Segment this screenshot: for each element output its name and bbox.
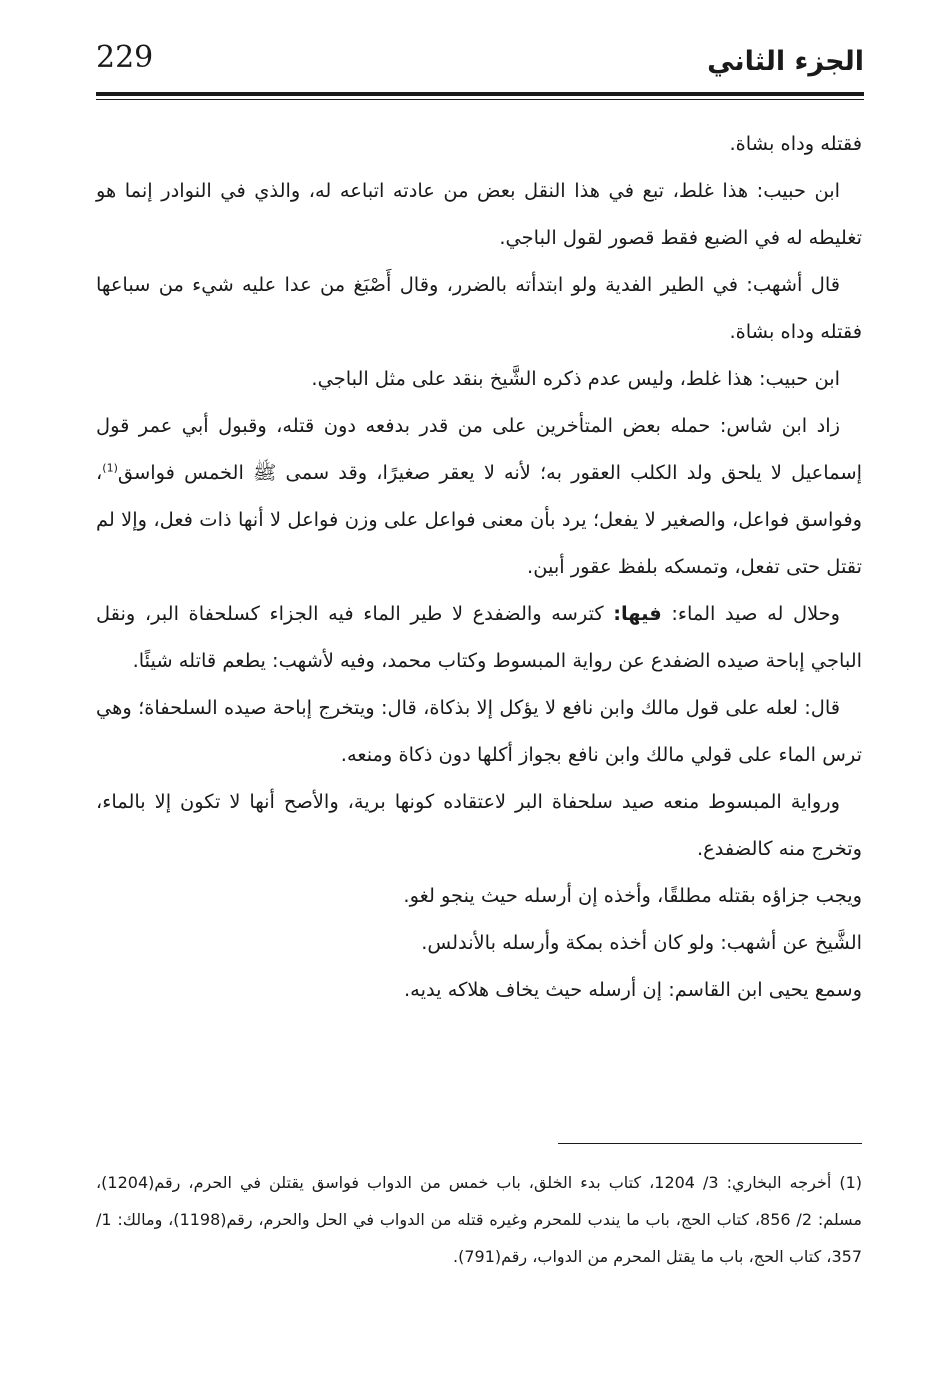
paragraph-text: ، وفواسق فواعل، والصغير لا يفعل؛ يرد بأن معنى فواعل على وزن فواعل لا أنها ذات فعل، وإلا لم تقتل حتى تفعل، وتمسكه بلفظ عقور أبين. <box>96 461 862 578</box>
paragraph: ورواية المبسوط منعه صيد سلحفاة البر لاعتقاده كونها برية، والأصح أنها لا تكون إلا بالماء، وتخرج منه كالضفدع. <box>96 790 862 860</box>
page-number: 229 <box>96 40 154 75</box>
paragraph: ابن حبيب: هذا غلط، وليس عدم ذكره الشَّيخ بنقد على مثل الباجي. <box>311 367 840 390</box>
footnote-marker: (1) <box>102 461 118 475</box>
paragraph <box>96 402 862 590</box>
indented-line: الشَّيخ عن أشهب: ولو كان أخذه بمكة وأرسله بالأندلس. <box>421 931 862 954</box>
paragraph <box>96 590 862 684</box>
footnote: (1) أخرجه البخاري: 3/ 1204، كتاب بدء الخلق، باب خمس من الدواب فواسق يقتلن في الحرم، رقم(1204)، مسلم: 2/ 856، كتاب الحج، باب ما يندب للمحرم وغيره قتله من الدواب في الحل والحرم، رقم(1198)، ومالك: 1/ 357، كتاب الحج، باب ما يقتل المحرم من الدواب، رقم(791). <box>96 1173 863 1266</box>
paragraph-text: وحلال له صيد الماء: <box>661 602 840 625</box>
indented-line: وسمع يحيى ابن القاسم: إن أرسله حيث يخاف هلاكه يديه. <box>404 978 862 1001</box>
header-rule-thick <box>96 92 864 96</box>
paragraph: فقتله وداه بشاة. <box>729 132 862 155</box>
paragraph-text: كترسه والضفدع لا طير الماء فيه الجزاء كسلحفاة البر، ونقل الباجي إباحة صيده الضفدع عن رواية المبسوط وكتاب محمد، وفيه لأشهب: يطعم قاتله شيئًا. <box>96 602 862 672</box>
running-title: الجزء الثاني <box>707 46 864 77</box>
paragraph: قال أشهب: في الطير الفدية ولو ابتدأته بالضرر، وقال أَصْبَغ من عدا عليه شيء من سباعها فقتله وداه بشاة. <box>96 273 862 343</box>
footnotes <box>96 1164 862 1275</box>
paragraph: ابن حبيب: هذا غلط، تبع في هذا النقل بعض من عادته اتباعه له، والذي في النوادر إنما هو تغليطه له في الضبع فقط قصور لقول الباجي. <box>96 179 862 249</box>
page-header <box>96 36 864 94</box>
bold-keyword: فيها: <box>613 602 662 625</box>
main-text <box>96 120 862 1013</box>
header-rule-thin <box>96 99 864 100</box>
paragraph-text: زاد ابن شاس: حمله بعض المتأخرين على من قدر بدفعه دون قتله، وقبول أبي عمر قول إسماعيل لا يلحق ولد الكلب العقور به؛ لأنه لا يعقر صغيرًا، وقد سمى ﷺ الخمس فواسق <box>96 414 862 484</box>
indented-line: ويجب جزاؤه بقتله مطلقًا، وأخذه إن أرسله حيث ينجو لغو. <box>403 884 862 907</box>
paragraph: قال: لعله على قول مالك وابن نافع لا يؤكل إلا بذكاة، قال: ويتخرج إباحة صيده السلحفاة؛ وهي ترس الماء على قولي مالك وابن نافع بجواز أكلها دون ذكاة ومنعه. <box>96 696 862 766</box>
footnote-separator <box>558 1143 862 1144</box>
